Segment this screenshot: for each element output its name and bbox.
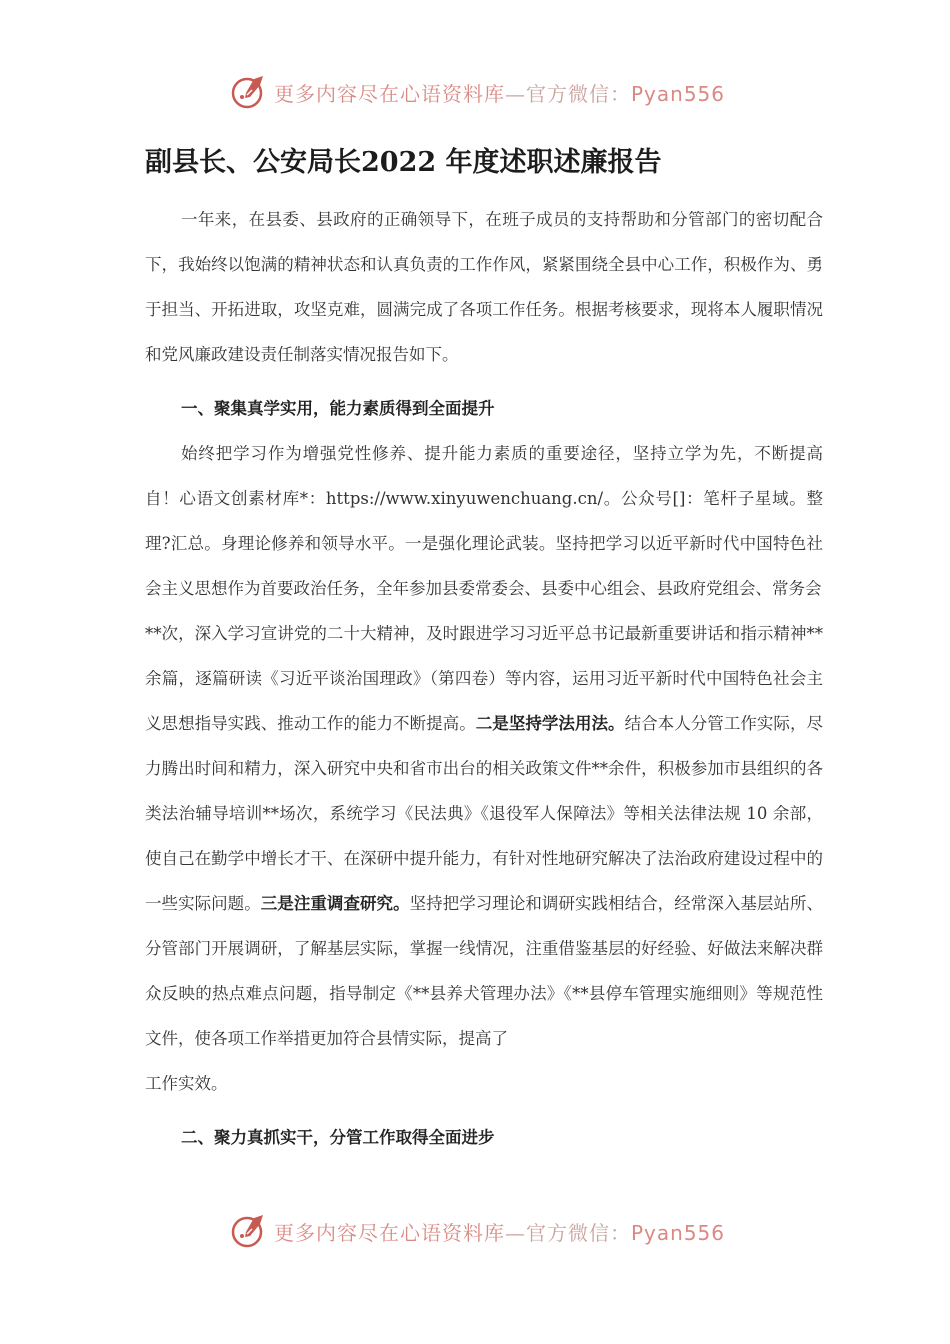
banner-text: [274, 78, 725, 107]
section-1-paragraph-1: 始终把学习作为增强党性修养、提升能力素质的重要途径，坚持立学为先，不断提高自！心语文创素材库*：https://www.xinyuwenchuang.cn/。公众号[]：笔杆子星域。整理?汇总。身理论修养和领导水平。一是强化理论武装。坚持把学习以近平新时代中国特色社会主义思想作为首要政治任务，全年参加县委常委会、县委中心组会、县政府党组会、常务会: [145, 444, 823, 598]
p2-text-e: 坚持把学习理论和调研实践相结合，经常深入基层站所、分管部门开展调研，了解基层实际，掌握一线情况，注重借鉴基层的好经验、好做法来解决群众反映的热点难点问题，指导制定《**县养犬管理办法》《**县停车管理实施细则》等规范性文件，使各项工作举措更加符合县情实际，提高了: [145, 894, 824, 1048]
footer-watermark-banner: [230, 1211, 750, 1251]
document-body: [145, 197, 823, 1160]
p2-bold-law: 二是坚持学法用法。: [475, 714, 625, 733]
section-1-paragraph-2: [145, 611, 823, 1061]
pen-nib-seal-icon: [230, 1212, 268, 1250]
banner-main-text: 更多内容尽在心语资料库: [274, 81, 505, 106]
section-2-heading: 二、聚力真抓实干，分管工作取得全面进步: [181, 1128, 495, 1147]
banner-wechat-id: Pyan556: [631, 81, 726, 106]
intro-paragraph: 一年来，在县委、县政府的正确领导下，在班子成员的支持帮助和分管部门的密切配合下，我始终以饱满的精神状态和认真负责的工作作风，紧紧围绕全县中心工作，积极作为、勇于担当、开拓进取，攻坚克难，圆满完成了各项工作任务。根据考核要求，现将本人履职情况和党风廉政建设责任制落实情况报告如下。: [145, 210, 823, 364]
header-watermark-banner: [230, 72, 750, 112]
banner-text: [274, 1217, 725, 1246]
banner-wechat-label: —官方微信：: [505, 1220, 631, 1245]
document-title: 副县长、公安局长2022 年度述职述廉报告: [145, 147, 662, 178]
p2-bold-research: 三是注重调查研究。: [260, 894, 410, 913]
banner-wechat-label: —官方微信：: [505, 81, 631, 106]
section-1-paragraph-3: 工作实效。: [145, 1074, 228, 1093]
pen-nib-seal-icon: [230, 73, 268, 111]
banner-wechat-id: Pyan556: [631, 1220, 726, 1245]
p2-text-c: 结合本人分管工作实际，尽力腾出时间和精力，深入研究中央和省市出台的相关政策文件**余件，积极参加市县组织的各类法治辅导培训**场次，系统学习《民法典》《退役军人保障法》等相关法律法规 10 余部，使自己在勤学中增长才干、在深研中提升能力，有针对性地研究解决了法治政府建设过程中的一些实际问题。: [145, 714, 824, 913]
section-1-heading: 一、聚集真学实用，能力素质得到全面提升: [181, 399, 495, 418]
p2-text-a: **次，深入学习宣讲党的二十大精神，及时跟进学习习近平总书记最新重要讲话和指示精神**余篇，逐篇研读《习近平谈治国理政》（第四卷）等内容，运用习近平新时代中国特色社会主义思想指导实践、推动工作的能力不断提高。: [145, 624, 823, 733]
banner-main-text: 更多内容尽在心语资料库: [274, 1220, 505, 1245]
